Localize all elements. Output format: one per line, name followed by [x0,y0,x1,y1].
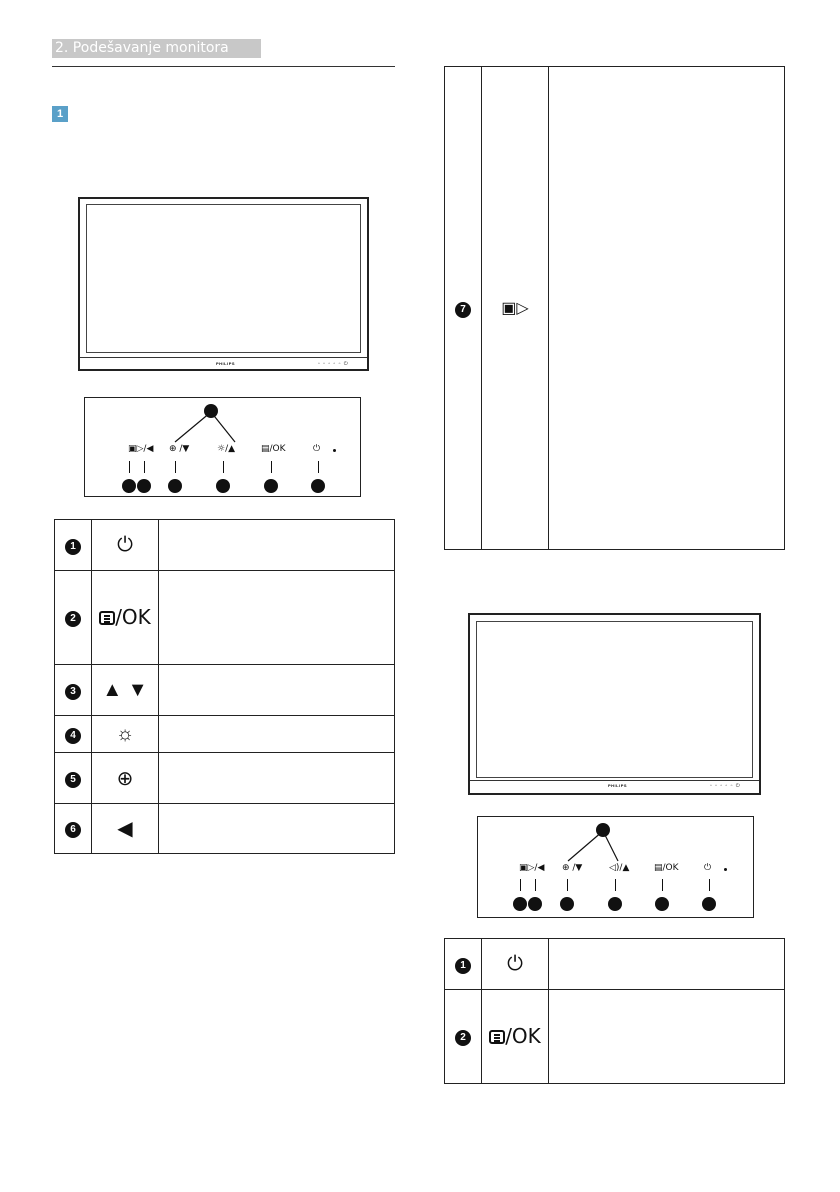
callout-dot [264,479,278,493]
tick [318,461,319,473]
brightness-icon: ☼ [92,716,159,753]
tick [223,461,224,473]
power-led [724,868,727,871]
panel-label-volume-up: ◁)/▲ [609,863,630,873]
bezel-line [470,780,759,781]
up-down-icon: ▲ ▼ [92,665,159,716]
header-rule [52,66,395,67]
table-row [55,804,395,854]
callout-dot-top [204,404,218,418]
tick [271,461,272,473]
row-number [445,990,482,1084]
number-badge: 2 [455,1030,471,1046]
number-badge: 4 [65,728,81,744]
panel-label-input-down: ⊕ /▼ [169,444,190,454]
table-row [55,753,395,804]
power-led [333,449,336,452]
section-badge: 1 [52,106,68,122]
table-row [445,990,785,1084]
tick [520,879,521,891]
panel-label-power: ⏻ [313,444,321,454]
callout-dot [528,897,542,911]
tick [144,461,145,473]
panel-label-menu-ok: ▤/OK [261,444,286,454]
callout-dot [311,479,325,493]
description-cell [549,990,785,1084]
tick [129,461,130,473]
monitor-button-row: ▫ ▫ ▫ ▫ ▫ ⏻ [710,783,741,789]
number-badge: 1 [455,958,471,974]
controls-table-bottom [444,938,785,1084]
description-cell [159,804,395,854]
control-panel-closeup-2 [477,816,754,918]
callout-dot [655,897,669,911]
tick [709,879,710,891]
description-cell [159,520,395,571]
tick [615,879,616,891]
row-number [445,939,482,990]
callout-dot [168,479,182,493]
power-icon: ⏻ [482,939,549,990]
brand-logo: PHILIPS [216,361,236,366]
power-icon: ⏻ [92,520,159,571]
callout-dot [513,897,527,911]
description-cell [159,716,395,753]
callout-dot [122,479,136,493]
description-cell [159,665,395,716]
number-badge: 6 [65,822,81,838]
bezel-line [80,357,367,358]
row-number [55,716,92,753]
panel-label-menu-back: ▣▷/◀ [519,863,545,873]
menu-glyph-icon [99,611,115,625]
table-row [445,939,785,990]
ok-label: /OK [115,605,151,629]
panel-label-brightness-up: ☼/▲ [217,444,236,454]
table-row [55,665,395,716]
panel-label-input-down: ⊕ /▼ [562,863,583,873]
tick [175,461,176,473]
number-badge: 3 [65,684,81,700]
monitor-illustration-2 [468,613,761,795]
table-row [445,67,785,550]
monitor-button-row: ▫ ▫ ▫ ▫ ▫ ⏻ [318,361,349,367]
callout-dot [702,897,716,911]
controls-table-right [444,66,785,550]
callout-dot [560,897,574,911]
tick [535,879,536,891]
description-cell [159,571,395,665]
callout-dot [137,479,151,493]
monitor-screen [86,204,361,353]
input-icon: ⊕ [92,753,159,804]
brand-logo: PHILIPS [608,783,628,788]
row-number [55,804,92,854]
menu-ok-icon [482,990,549,1084]
ok-label: /OK [505,1024,541,1048]
description-cell [549,939,785,990]
table-row [55,716,395,753]
description-cell [159,753,395,804]
row-number [55,571,92,665]
row-number [55,665,92,716]
menu-ok-icon [92,571,159,665]
smartimage-icon: ▣▷ [482,67,549,550]
panel-label-menu-ok: ▤/OK [654,863,679,873]
row-number [55,753,92,804]
description-cell [549,67,785,550]
row-number [445,67,482,550]
table-row [55,571,395,665]
page-title: 2. Podešavanje monitora [55,40,229,56]
control-panel-closeup-1 [84,397,361,497]
callout-dot-top [596,823,610,837]
number-badge: 2 [65,611,81,627]
back-icon: ◀ [92,804,159,854]
panel-label-power: ⏻ [704,863,712,873]
panel-label-menu-back: ▣▷/◀ [128,444,154,454]
monitor-screen [476,621,753,778]
callout-dot [216,479,230,493]
number-badge: 5 [65,772,81,788]
number-badge: 7 [455,302,471,318]
tick [567,879,568,891]
monitor-illustration-1 [78,197,369,371]
table-row [55,520,395,571]
number-badge: 1 [65,539,81,555]
menu-glyph-icon [489,1030,505,1044]
tick [662,879,663,891]
callout-dot [608,897,622,911]
controls-table [54,519,395,854]
row-number [55,520,92,571]
